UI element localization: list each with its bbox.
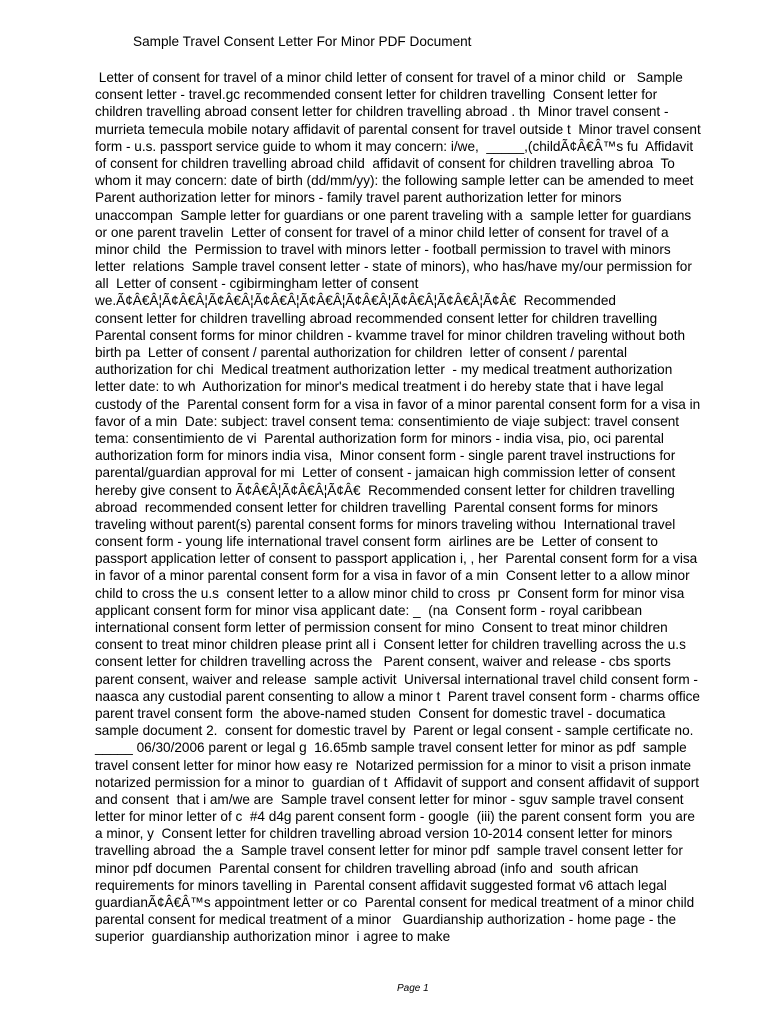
body-line: favor of a min Date: subject: travel consent tema: consentimiento de viaje subject: travel consent [95, 413, 680, 429]
document-title: Sample Travel Consent Letter For Minor PDF Document [133, 34, 472, 49]
body-line: guardianÃ¢Â€Â™s appointment letter or co Parental consent for medical treatment of a minor child [95, 895, 695, 910]
body-line: custody of the Parental consent form for a visa in favor of a minor parental consent form for a visa in [95, 396, 701, 412]
body-line: parent consent, waiver and release sample activit Universal international travel child consent form - [95, 671, 698, 687]
body-line: consent to treat minor children please print all i Consent letter for children travelling across the u.s [95, 637, 686, 653]
body-line: we.Ã¢Â€Â¦Ã¢Â€Â¦Ã¢Â€Â¦Ã¢Â€Â¦Ã¢Â€Â¦Ã¢Â€Â¦Ã¢Â€Â¦Ã¢Â€Â¦Ã¢Â€ Recommended [95, 293, 616, 309]
body-line: international consent form letter of permission consent for mino Consent to treat minor children [95, 620, 668, 635]
page-number: Page 1 [397, 983, 429, 994]
body-line: authorization form for minors india visa, Minor consent form - single parent travel instructions for [95, 448, 676, 464]
body-line: Parent authorization letter for minors - family travel parent authorization letter for minors [95, 190, 622, 206]
body-line: superior guardianship authorization minor i agree to make [95, 929, 451, 945]
body-line: _____ 06/30/2006 parent or legal g 16.65mb sample travel consent letter for minor as pdf sample [95, 740, 687, 756]
body-line: minor pdf documen Parental consent for children travelling abroad (info and south african [95, 860, 639, 876]
body-line: of consent for children travelling abroad child affidavit of consent for children travelling abroa To [95, 155, 675, 171]
body-line: or one parent travelin Letter of consent for travel of a minor child letter of consent for travel of a [95, 224, 669, 240]
document-body [95, 69, 735, 946]
body-line: consent letter for children travelling abroad recommended consent letter for children travelling [95, 310, 658, 326]
body-line: naasca any custodial parent consenting to allow a minor t Parent travel consent form - charms office [95, 688, 700, 704]
body-line: consent letter - travel.gc recommended consent letter for children travelling Consent letter for [95, 87, 658, 103]
body-line: whom it may concern: date of birth (dd/mm/yy): the following sample letter can be amended to meet [95, 173, 694, 189]
body-line: letter for minor letter of c #4 d4g parent consent form - google (iii) the parent consent form you are [95, 809, 695, 825]
body-line: requirements for minors tavelling in Parental consent affidavit suggested format v6 attach legal [95, 877, 667, 893]
body-line: child to cross the u.s consent letter to a allow minor child to cross pr Consent form for minor visa [95, 585, 685, 601]
body-line: Letter of consent for travel of a minor child letter of consent for travel of a minor child or Sample [95, 70, 683, 85]
body-line: birth pa Letter of consent / parental authorization for children letter of consent / parental [95, 345, 627, 360]
body-line: authorization for chi Medical treatment authorization letter - my medical treatment authorization [95, 362, 673, 378]
body-line: letter relations Sample travel consent letter - state of minors), who has/have my/our permission for [95, 259, 692, 275]
body-line: abroad recommended consent letter for children travelling Parental consent forms for minors [95, 499, 658, 515]
body-line: consent letter for children travelling across the Parent consent, waiver and release - cbs sports [95, 654, 671, 670]
body-line: parent travel consent form the above-named studen Consent for domestic travel - documatica [95, 705, 666, 721]
body-line: consent form - young life international travel consent form airlines are be Letter of consent to [95, 534, 658, 550]
body-line: hereby give consent to Ã¢Â€Â¦Ã¢Â€Â¦Ã¢Â€ Recommended consent letter for children travelling [95, 482, 675, 498]
body-line: passport application letter of consent to passport application i, , her Parental consent form for a visa [95, 551, 698, 567]
body-line: travel consent letter for minor how easy re Notarized permission for a minor to visit a prison inmate [95, 757, 692, 773]
body-line: murrieta temecula mobile notary affidavit of parental consent for travel outside t Minor travel consent [95, 121, 701, 137]
body-line: minor child the Permission to travel with minors letter - football permission to travel with minors [95, 241, 671, 257]
body-line: a minor, y Consent letter for children travelling abroad version 10-2014 consent letter for minors [95, 826, 673, 842]
body-line: sample document 2. consent for domestic travel by Parent or legal consent - sample certificate no. [95, 723, 694, 739]
body-line: traveling without parent(s) parental consent forms for minors traveling withou International travel [95, 516, 676, 532]
body-line: all Letter of consent - cgibirmingham letter of consent [95, 276, 419, 292]
body-line: form - u.s. passport service guide to whom it may concern: i/we, _____,(childÃ¢Â€Â™s fu Affidavit [95, 138, 694, 154]
body-line: and consent that i am/we are Sample travel consent letter for minor - sguv sample travel consent [95, 791, 684, 807]
body-line: travelling abroad the a Sample travel consent letter for minor pdf sample travel consent letter for [95, 843, 683, 859]
body-line: unaccompan Sample letter for guardians or one parent traveling with a sample letter for guardians [95, 207, 692, 223]
body-line: tema: consentimiento de vi Parental authorization form for minors - india visa, pio, oci parental [95, 430, 664, 446]
body-line: applicant consent form for minor visa applicant date: _ (na Consent form - royal caribbean [95, 602, 643, 618]
body-line: notarized permission for a minor to guardian of t Affidavit of support and consent affidavit of support [95, 774, 700, 790]
body-line: parental consent for medical treatment of a minor Guardianship authorization - home page - the [95, 912, 677, 928]
body-line: letter date: to wh Authorization for minor's medical treatment i do hereby state that i have legal [95, 379, 664, 395]
body-line: parental/guardian approval for mi Letter of consent - jamaican high commission letter of consent [95, 465, 676, 481]
body-line: in favor of a minor parental consent form for a visa in favor of a min Consent letter to a allow minor [95, 568, 690, 584]
body-line: children travelling abroad consent letter for children travelling abroad . th Minor travel consent - [95, 104, 669, 120]
body-line: Parental consent forms for minor children - kvamme travel for minor children traveling without both [95, 327, 686, 343]
